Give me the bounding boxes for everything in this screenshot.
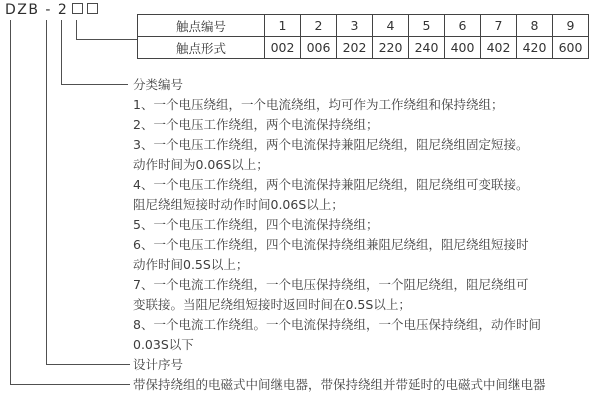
connector-hline-contact-table	[76, 39, 137, 40]
contact-form-cell: 002	[265, 37, 301, 59]
contact-form-row	[138, 37, 589, 59]
classification-item-4: 4、一个电压工作绕组，两个电流保持兼阻尼绕组，阻尼绕组可变联接。	[133, 177, 529, 192]
relay-type-description: 带保持绕组的电磁式中间继电器，带保持绕组并带延时的电磁式中间继电器	[133, 377, 546, 392]
contact-number-cell: 5	[409, 15, 445, 37]
classification-label: 分类编号	[133, 77, 184, 92]
classification-item-4-continuation: 阻尼绕组短接时动作时间0.06S以上；	[133, 197, 344, 212]
contact-number-cell: 7	[481, 15, 517, 37]
contact-number-cell: 2	[301, 15, 337, 37]
contact-number-cell: 4	[373, 15, 409, 37]
contact-number-cell: 3	[337, 15, 373, 37]
classification-item-7-continuation: 变联接。当阻尼绕组短接时返回时间在0.5S以上；	[133, 297, 411, 312]
connector-vline-design-serial	[46, 20, 47, 364]
classification-item-5: 5、一个电压工作绕组，四个电流保持绕组；	[133, 217, 379, 232]
model-digit-box-1	[72, 3, 83, 14]
connector-hline-design-serial	[46, 364, 130, 365]
contact-number-cell: 6	[445, 15, 481, 37]
connector-hline-classification	[61, 84, 128, 85]
contact-form-header: 触点形式	[138, 37, 265, 59]
contact-number-cell: 1	[265, 15, 301, 37]
connector-vline-relay-type	[10, 20, 11, 384]
connector-vline-contact-table	[76, 20, 77, 39]
contact-form-cell: 402	[481, 37, 517, 59]
classification-item-3-continuation: 动作时间为0.06S以上；	[133, 157, 269, 172]
model-prefix: DZB - 2	[5, 2, 69, 18]
connector-hline-relay-type	[10, 384, 130, 385]
contact-number-header: 触点编号	[138, 15, 265, 37]
contact-number-cell: 8	[517, 15, 553, 37]
classification-item-3: 3、一个电压工作绕组，两个电流保持兼阻尼绕组，阻尼绕组固定短接。	[133, 137, 529, 152]
design-serial-label: 设计序号	[133, 357, 184, 372]
contact-form-cell: 006	[301, 37, 337, 59]
classification-item-2: 2、一个电压工作绕组，两个电流保持绕组；	[133, 117, 379, 132]
classification-item-6-continuation: 动作时间0.5S以上；	[133, 257, 249, 272]
classification-item-8: 8、一个电流工作绕组。一个电流保持绕组，一个电压保持绕组，动作时间	[133, 317, 541, 332]
contact-form-cell: 240	[409, 37, 445, 59]
contact-form-cell: 600	[553, 37, 589, 59]
model-code	[5, 2, 98, 18]
classification-item-7: 7、一个电流工作绕组，一个电压保持绕组，一个阻尼绕组，阻尼绕组可	[133, 277, 529, 292]
classification-item-6: 6、一个电压工作绕组，四个电流保持绕组兼阻尼绕组，阻尼绕组短接时	[133, 237, 529, 252]
model-digit-box-2	[87, 3, 98, 14]
contact-form-cell: 202	[337, 37, 373, 59]
contact-table	[137, 14, 589, 59]
classification-item-1: 1、一个电压绕组，一个电流绕组，均可作为工作绕组和保持绕组；	[133, 97, 504, 112]
contact-form-cell: 420	[517, 37, 553, 59]
classification-item-8-continuation: 0.03S以下	[133, 337, 194, 352]
legend-text-column	[133, 75, 595, 395]
contact-form-cell: 400	[445, 37, 481, 59]
contact-form-cell: 220	[373, 37, 409, 59]
contact-number-row	[138, 15, 589, 37]
contact-number-cell: 9	[553, 15, 589, 37]
connector-vline-classification	[61, 20, 62, 84]
